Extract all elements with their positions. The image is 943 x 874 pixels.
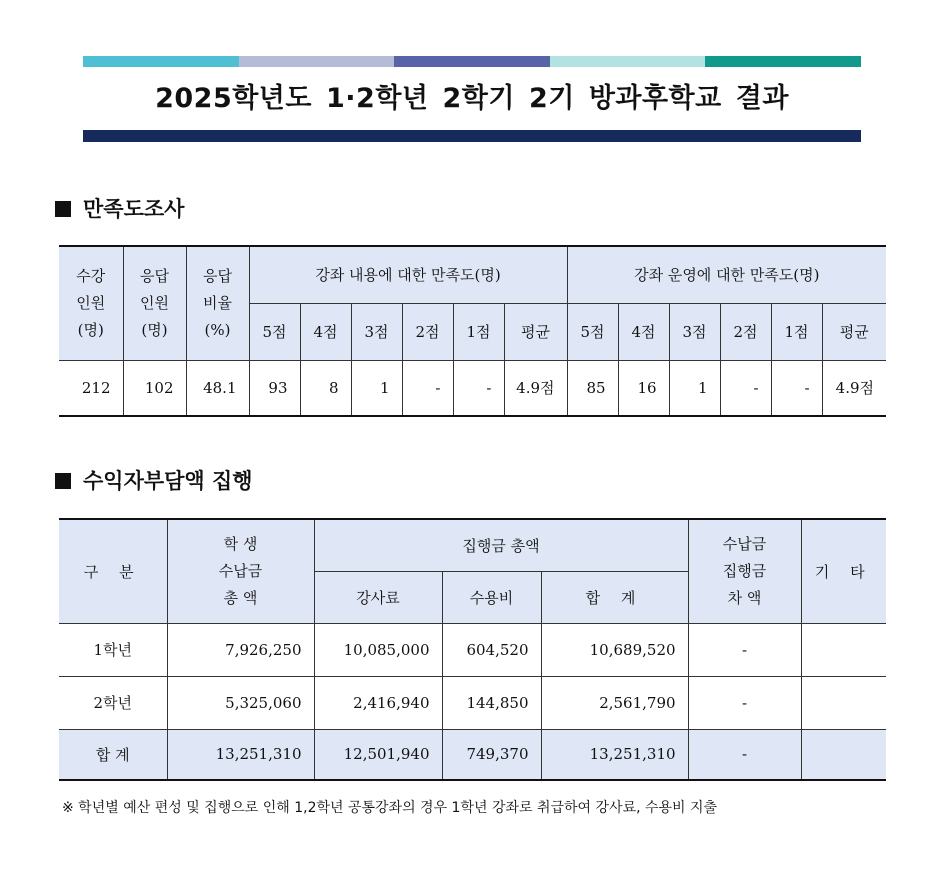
color-segment xyxy=(394,56,550,67)
cell-supplies: 749,370 xyxy=(442,729,541,780)
cell-operation-score: 85 xyxy=(567,360,618,416)
section-title: 수익자부담액 집행 xyxy=(83,469,253,493)
cell-content-score: 93 xyxy=(249,360,300,416)
cell-content-average: 4.9점 xyxy=(504,360,567,416)
title-word: 2기 xyxy=(528,83,575,114)
cell-operation-score: 1 xyxy=(669,360,720,416)
header-score: 3점 xyxy=(669,303,720,360)
cell-difference: - xyxy=(688,623,801,676)
satisfaction-table xyxy=(59,245,886,417)
cell-student-total: 13,251,310 xyxy=(167,729,314,780)
square-bullet-icon xyxy=(55,201,71,217)
cell-operation-score: - xyxy=(771,360,822,416)
header-rate: 응답 비율 (%) xyxy=(186,246,249,360)
title-word: 방과후학교 xyxy=(588,83,722,114)
cell-rate: 48.1 xyxy=(186,360,249,416)
cell-operation-score: - xyxy=(720,360,771,416)
header-sum: 합 계 xyxy=(541,571,688,623)
cell-etc xyxy=(801,623,886,676)
header-score: 5점 xyxy=(567,303,618,360)
cell-category: 2학년 xyxy=(59,676,167,729)
header-difference: 수납금 집행금 차 액 xyxy=(688,519,801,623)
cell-sum: 2,561,790 xyxy=(541,676,688,729)
cell-content-score: 1 xyxy=(351,360,402,416)
cell-content-score: - xyxy=(453,360,504,416)
table-row xyxy=(59,360,886,416)
header-score: 5점 xyxy=(249,303,300,360)
cell-category: 합 계 xyxy=(59,729,167,780)
header-operation-satisfaction: 강좌 운영에 대한 만족도(명) xyxy=(567,246,886,303)
cell-lecture-fee: 12,501,940 xyxy=(314,729,442,780)
cell-etc xyxy=(801,729,886,780)
table-row-total xyxy=(59,729,886,780)
cell-operation-average: 4.9점 xyxy=(822,360,886,416)
title-word: 2학기 xyxy=(442,83,515,114)
cell-category: 1학년 xyxy=(59,623,167,676)
color-segment xyxy=(705,56,861,67)
header-score: 1점 xyxy=(453,303,504,360)
cell-etc xyxy=(801,676,886,729)
cell-difference: - xyxy=(688,729,801,780)
section-title: 만족도조사 xyxy=(83,197,185,221)
cell-difference: - xyxy=(688,676,801,729)
cell-operation-score: 16 xyxy=(618,360,669,416)
cell-content-score: - xyxy=(402,360,453,416)
header-score: 2점 xyxy=(402,303,453,360)
header-score: 2점 xyxy=(720,303,771,360)
title-word: 결과 xyxy=(735,83,789,114)
cell-sum: 10,689,520 xyxy=(541,623,688,676)
header-category: 구 분 xyxy=(59,519,167,623)
cell-lecture-fee: 10,085,000 xyxy=(314,623,442,676)
header-score: 4점 xyxy=(618,303,669,360)
cell-student-total: 7,926,250 xyxy=(167,623,314,676)
cell-supplies: 144,850 xyxy=(442,676,541,729)
cell-student-total: 5,325,060 xyxy=(167,676,314,729)
square-bullet-icon xyxy=(55,473,71,489)
cell-sum: 13,251,310 xyxy=(541,729,688,780)
table-row xyxy=(59,623,886,676)
header-enrolled: 수강 인원 (명) xyxy=(59,246,123,360)
cell-supplies: 604,520 xyxy=(442,623,541,676)
cell-responded: 102 xyxy=(123,360,186,416)
color-segment xyxy=(83,56,239,67)
title-word: 1·2학년 xyxy=(325,83,429,114)
header-score: 평균 xyxy=(822,303,886,360)
header-execution-total: 집행금 총액 xyxy=(314,519,688,571)
header-supplies: 수용비 xyxy=(442,571,541,623)
color-segment xyxy=(239,56,395,67)
cell-lecture-fee: 2,416,940 xyxy=(314,676,442,729)
color-segment xyxy=(550,56,706,67)
title-word: 2025학년도 xyxy=(155,83,312,114)
header-score: 4점 xyxy=(300,303,351,360)
header-score: 평균 xyxy=(504,303,567,360)
page-title xyxy=(83,74,861,124)
header-score: 3점 xyxy=(351,303,402,360)
section-heading-survey xyxy=(55,194,184,224)
cell-enrolled: 212 xyxy=(59,360,123,416)
cell-content-score: 8 xyxy=(300,360,351,416)
table-row xyxy=(59,676,886,729)
section-heading-finance xyxy=(55,466,253,496)
header-content-satisfaction: 강좌 내용에 대한 만족도(명) xyxy=(249,246,567,303)
header-etc: 기 타 xyxy=(801,519,886,623)
header-score: 1점 xyxy=(771,303,822,360)
footnote: ※ 학년별 예산 편성 및 집행으로 인해 1,2학년 공통강좌의 경우 1학년 강좌로 취급하여 강사료, 수용비 지출 xyxy=(62,800,718,816)
top-color-bar xyxy=(83,56,861,67)
title-underline-bar xyxy=(83,130,861,142)
finance-table xyxy=(59,518,886,781)
header-lecture-fee: 강사료 xyxy=(314,571,442,623)
header-responded: 응답 인원 (명) xyxy=(123,246,186,360)
header-student-total: 학 생 수납금 총 액 xyxy=(167,519,314,623)
